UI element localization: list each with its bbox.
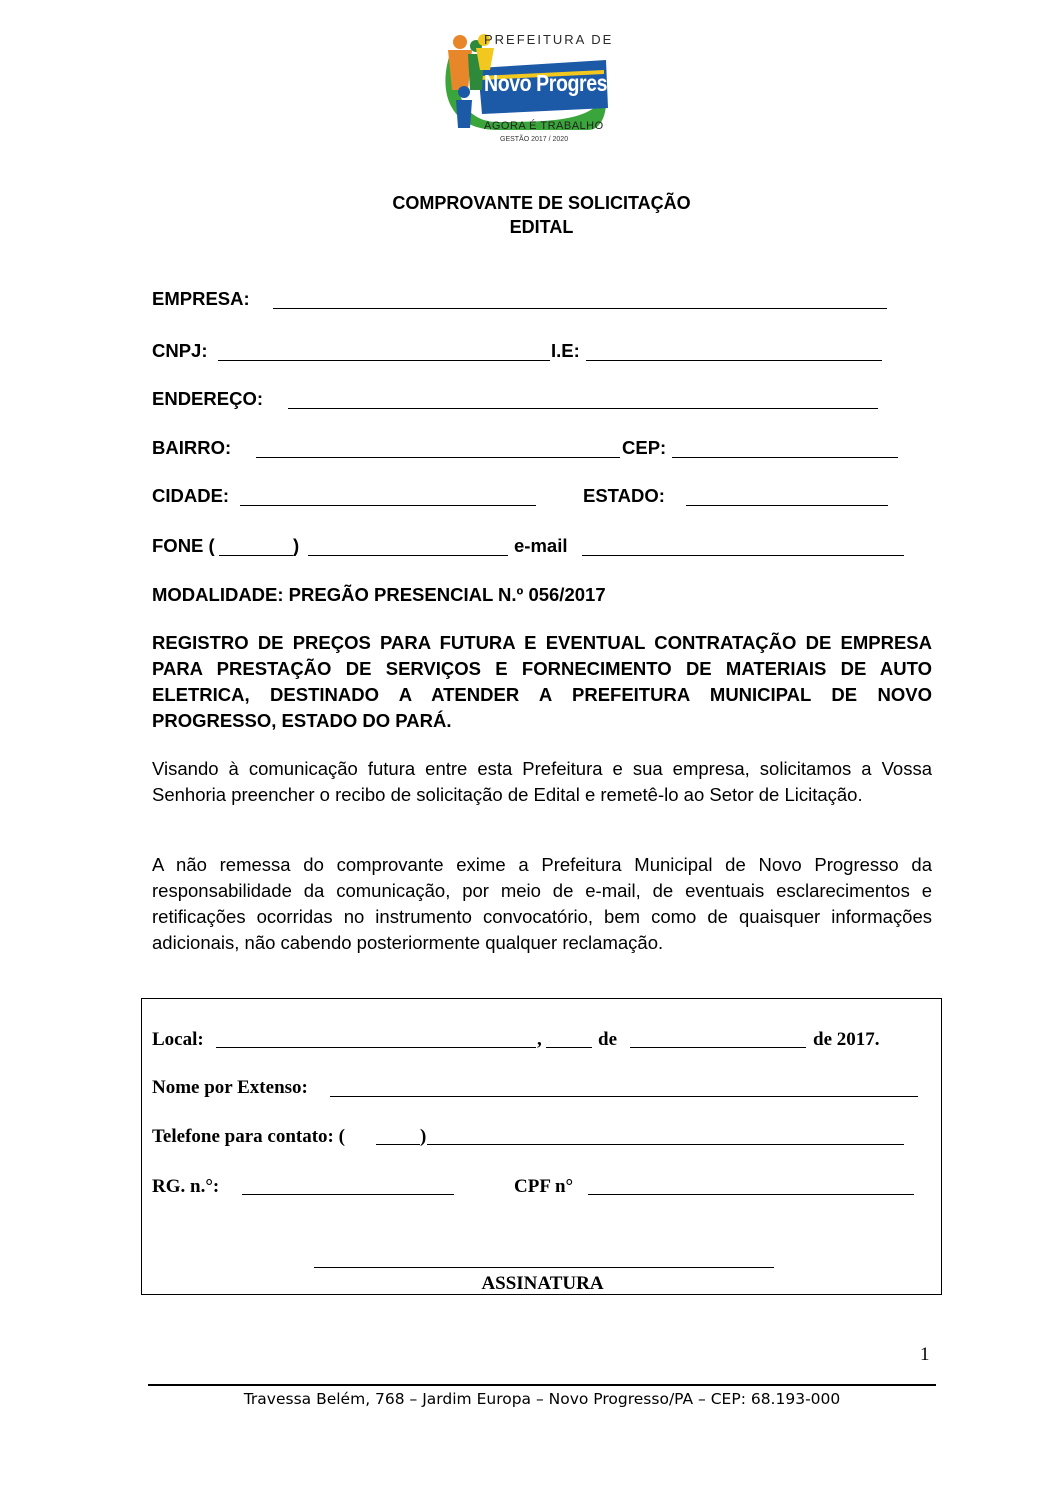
fone-label: FONE ( — [152, 535, 215, 556]
de-label-1: de — [598, 1029, 617, 1050]
nome-field[interactable] — [330, 1096, 918, 1097]
month-field[interactable] — [630, 1047, 806, 1048]
logo-top-text: PREFEITURA DE — [484, 32, 614, 47]
nome-label: Nome por Extenso: — [152, 1077, 308, 1098]
telefone-field[interactable] — [427, 1144, 904, 1145]
logo-slogan: AGORA É TRABALHO — [484, 120, 604, 132]
signature-box — [141, 998, 942, 1295]
modalidade-text: MODALIDADE: PREGÃO PRESENCIAL N.º 056/2017 — [152, 584, 606, 605]
cnpj-label: CNPJ: — [152, 340, 208, 361]
local-field[interactable] — [216, 1047, 536, 1048]
page-subtitle: EDITAL — [509, 217, 574, 237]
day-field[interactable] — [546, 1047, 592, 1048]
prefeitura-logo — [438, 30, 630, 150]
signature-label: ASSINATURA — [481, 1273, 604, 1294]
empresa-label: EMPRESA: — [152, 288, 250, 309]
bairro-field[interactable] — [256, 457, 620, 458]
objeto-text: REGISTRO DE PREÇOS PARA FUTURA E EVENTUAL CONTRATAÇÃO DE EMPRESA PARA PRESTAÇÃO DE SERVIÇOS E FORNECIMENTO DE MATERIAIS DE AUTO ELETRICA, DESTINADO A ATENDER A PREFEITURA MUNICIPAL DE NOVO PROGRESSO, ESTADO DO PARÁ. — [152, 632, 932, 731]
email-field[interactable] — [582, 555, 904, 556]
ie-field[interactable] — [586, 360, 882, 361]
local-comma: , — [537, 1029, 542, 1050]
estado-field[interactable] — [686, 505, 888, 506]
logo-gestao: GESTÃO 2017 / 2020 — [500, 136, 569, 143]
telefone-close-paren: ) — [420, 1126, 427, 1147]
telefone-ddd-field[interactable] — [376, 1144, 420, 1145]
cpf-field[interactable] — [588, 1194, 914, 1195]
empresa-field[interactable] — [273, 308, 887, 309]
page-title: COMPROVANTE DE SOLICITAÇÃO — [392, 193, 691, 213]
cep-field[interactable] — [672, 457, 898, 458]
paragraph-comunicacao: Visando à comunicação futura entre esta Prefeitura e sua empresa, solicitamos a Vossa Senhoria preencher o recibo de solicitação de Edital e remetê-lo ao Setor de Licitação. — [152, 758, 932, 805]
cidade-label: CIDADE: — [152, 485, 230, 506]
paragraph-remessa: A não remessa do comprovante exime a Prefeitura Municipal de Novo Progresso da responsabilidade da comunicação, por meio de e-mail, de eventuais esclarecimentos e retificações ocorridas no instrumento convocatório, bem como de quaisquer informações adicionais, não cabendo posteriormente qualquer reclamação. — [152, 854, 932, 953]
logo-main-text: Novo Progresso — [484, 70, 630, 96]
ie-label: I.E: — [551, 340, 580, 361]
email-label: e-mail — [514, 535, 568, 556]
cep-label: CEP: — [622, 437, 667, 458]
de-year-label: de 2017. — [813, 1029, 880, 1050]
cnpj-field[interactable] — [218, 360, 550, 361]
telefone-label: Telefone para contato: ( — [152, 1126, 345, 1147]
rg-field[interactable] — [242, 1194, 454, 1195]
signature-line[interactable] — [314, 1267, 774, 1268]
bairro-label: BAIRRO: — [152, 437, 232, 458]
endereco-field[interactable] — [288, 408, 878, 409]
cpf-label: CPF n° — [514, 1176, 574, 1197]
footer-address: Travessa Belém, 768 – Jardim Europa – Novo Progresso/PA – CEP: 68.193-000 — [243, 1390, 841, 1408]
estado-label: ESTADO: — [583, 485, 665, 506]
local-label: Local: — [152, 1029, 204, 1050]
endereco-label: ENDEREÇO: — [152, 388, 264, 409]
footer-divider — [148, 1384, 936, 1386]
fone-ddd-field[interactable] — [219, 555, 293, 556]
rg-label: RG. n.°: — [152, 1176, 220, 1197]
page-number: 1 — [920, 1344, 930, 1365]
fone-close-paren: ) — [293, 535, 300, 556]
fone-number-field[interactable] — [308, 555, 508, 556]
cidade-field[interactable] — [240, 505, 536, 506]
